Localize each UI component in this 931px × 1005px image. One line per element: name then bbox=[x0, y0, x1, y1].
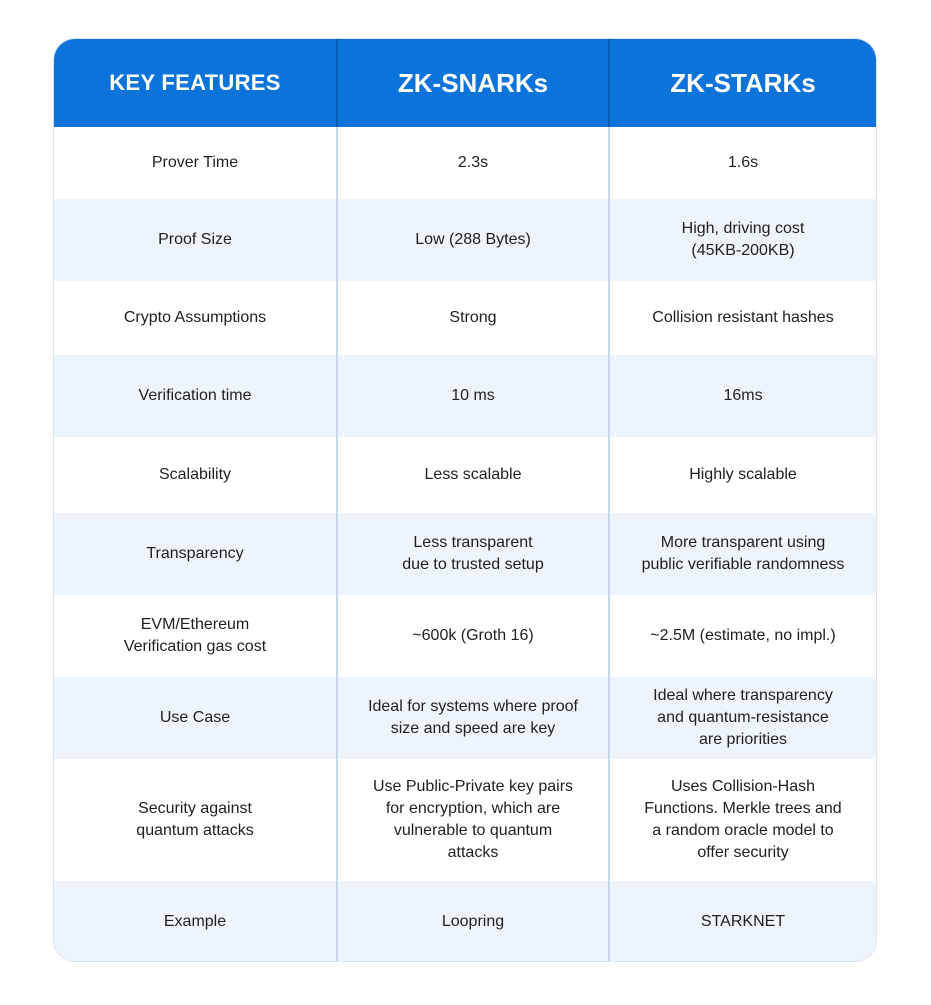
comparison-table bbox=[53, 38, 877, 962]
starks-cell bbox=[608, 677, 876, 759]
feature-cell bbox=[54, 199, 336, 281]
feature-cell-text: Example bbox=[163, 913, 227, 930]
starks-cell bbox=[608, 759, 876, 881]
starks-cell bbox=[608, 127, 876, 199]
feature-cell-text: Proof Size bbox=[158, 231, 232, 248]
snarks-cell-text: 10 ms bbox=[451, 387, 495, 404]
snarks-cell bbox=[336, 513, 608, 595]
starks-cell-text: High, driving cost (45KB-200KB) bbox=[681, 220, 805, 259]
snarks-cell-text: Less scalable bbox=[424, 466, 522, 483]
snarks-cell-text: Less transparent due to trusted setup bbox=[402, 534, 544, 573]
feature-cell bbox=[54, 881, 336, 962]
starks-cell-text: STARKNET bbox=[700, 913, 786, 930]
table-row bbox=[54, 677, 876, 759]
starks-cell bbox=[608, 881, 876, 962]
header-zk-starks: ZK-STARKs bbox=[608, 39, 876, 127]
snarks-cell bbox=[336, 881, 608, 962]
starks-cell-text: 1.6s bbox=[727, 154, 759, 171]
table-body bbox=[54, 127, 876, 962]
table-row bbox=[54, 513, 876, 595]
snarks-cell bbox=[336, 127, 608, 199]
snarks-cell-text: Low (288 Bytes) bbox=[415, 231, 531, 248]
starks-cell-text: Collision resistant hashes bbox=[652, 309, 834, 326]
header-key-features: KEY FEATURES bbox=[109, 70, 281, 95]
snarks-cell bbox=[336, 199, 608, 281]
table-row bbox=[54, 281, 876, 355]
snarks-cell-text: Ideal for systems where proof size and speed are key bbox=[368, 698, 578, 737]
snarks-cell bbox=[336, 595, 608, 677]
snarks-cell bbox=[336, 677, 608, 759]
feature-cell-text: Transparency bbox=[146, 545, 244, 562]
starks-cell-text: 16ms bbox=[723, 387, 763, 404]
snarks-cell bbox=[336, 281, 608, 355]
snarks-cell bbox=[336, 437, 608, 513]
feature-cell-text: Crypto Assumptions bbox=[123, 309, 267, 326]
starks-cell-text: Uses Collision-Hash Functions. Merkle trees and a random oracle model to offer security bbox=[644, 778, 842, 861]
starks-cell bbox=[608, 281, 876, 355]
feature-cell bbox=[54, 355, 336, 437]
snarks-cell-text: Loopring bbox=[441, 913, 505, 930]
feature-cell-text: Scalability bbox=[158, 466, 232, 483]
feature-cell-text: Prover Time bbox=[151, 154, 239, 171]
header-zk-snarks: ZK-SNARKs bbox=[336, 39, 608, 127]
table-row bbox=[54, 355, 876, 437]
starks-cell-text: Ideal where transparency and quantum-resistance are priorities bbox=[653, 687, 833, 748]
snarks-cell bbox=[336, 355, 608, 437]
feature-cell bbox=[54, 595, 336, 677]
starks-cell-text: Highly scalable bbox=[689, 466, 797, 483]
table-row bbox=[54, 595, 876, 677]
table-row bbox=[54, 127, 876, 199]
feature-cell bbox=[54, 127, 336, 199]
table-row bbox=[54, 759, 876, 881]
snarks-cell-text: Strong bbox=[449, 309, 497, 326]
starks-cell bbox=[608, 513, 876, 595]
snarks-cell-text: ~600k (Groth 16) bbox=[412, 627, 534, 644]
table-header-row bbox=[54, 39, 876, 127]
table-row bbox=[54, 437, 876, 513]
starks-cell-text: ~2.5M (estimate, no impl.) bbox=[650, 627, 836, 644]
feature-cell-text: Verification time bbox=[138, 387, 252, 404]
feature-cell-text: Use Case bbox=[159, 709, 231, 726]
feature-cell bbox=[54, 437, 336, 513]
feature-cell bbox=[54, 677, 336, 759]
feature-cell bbox=[54, 281, 336, 355]
feature-cell-text: Security against quantum attacks bbox=[136, 800, 254, 839]
starks-cell bbox=[608, 355, 876, 437]
table-row bbox=[54, 881, 876, 962]
starks-cell-text: More transparent using public verifiable randomness bbox=[641, 534, 845, 573]
starks-cell bbox=[608, 437, 876, 513]
snarks-cell-text: 2.3s bbox=[457, 154, 489, 171]
snarks-cell bbox=[336, 759, 608, 881]
starks-cell bbox=[608, 199, 876, 281]
feature-cell bbox=[54, 513, 336, 595]
snarks-cell-text: Use Public-Private key pairs for encryption, which are vulnerable to quantum attacks bbox=[372, 778, 574, 861]
feature-cell-text: EVM/Ethereum Verification gas cost bbox=[123, 616, 267, 655]
starks-cell bbox=[608, 595, 876, 677]
table-row bbox=[54, 199, 876, 281]
feature-cell bbox=[54, 759, 336, 881]
